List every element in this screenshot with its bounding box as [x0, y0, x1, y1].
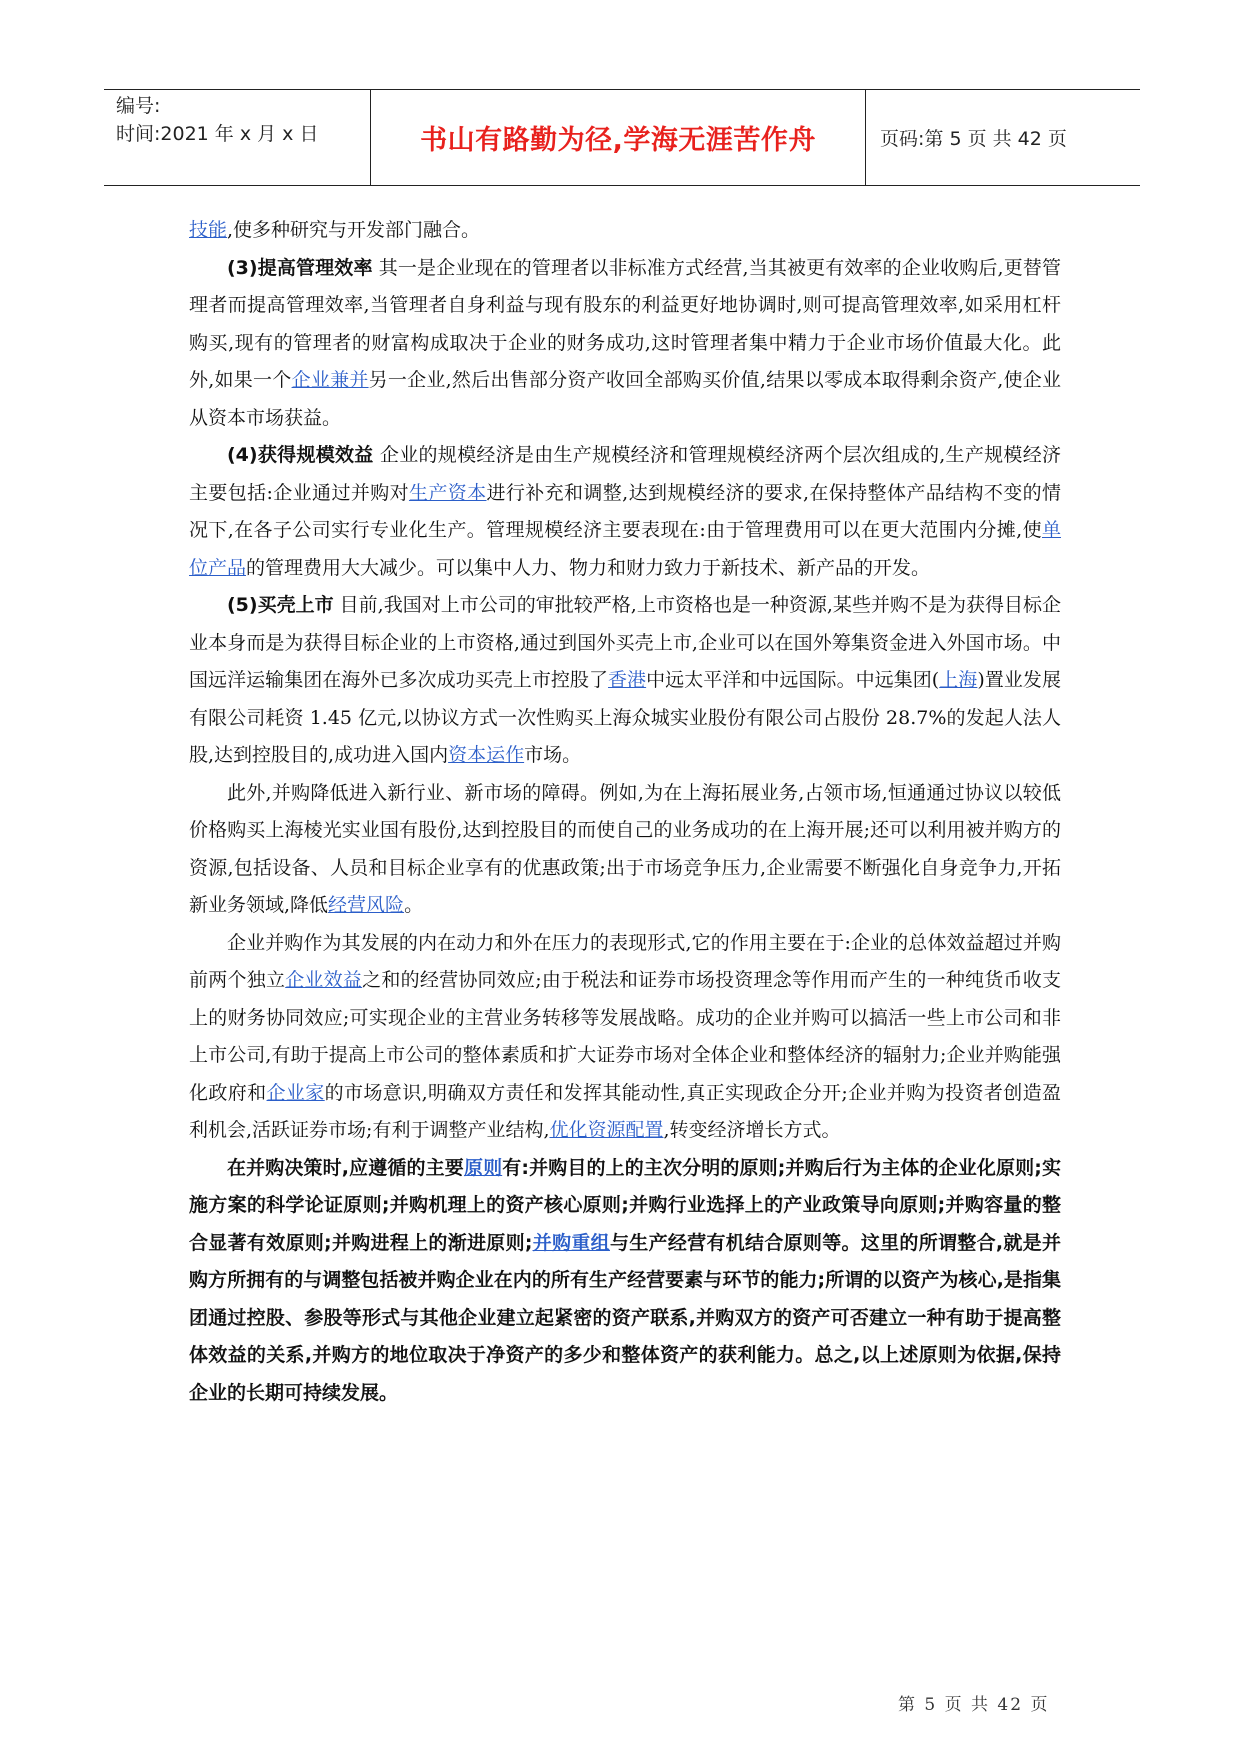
- text-run: 在并购决策时,应遵循的主要: [227, 1156, 464, 1179]
- text-run: 与生产经营有机结合原则等。这里的所谓整合,就是并购方所拥有的与调整包括被并购企业在内的所有生产经营要素与环节的能力;所谓的以资产为核心,是指集团通过控股、参股等形式与其他企业建立起紧密的资产联系,并购双方的资产可否建立一种有助于提高整体效益的关系,并购方的地位取决于净资产的多少和整体资产的获利能力。总之,以上述原则为依据,保持企业的长期可持续发展。: [189, 1231, 1061, 1404]
- header-number-label: 编号:: [116, 95, 161, 117]
- header-meta: [104, 90, 370, 185]
- text-run: 另一企业,然后出售部分资产收回全部购买价值,结果以零成本取得剩余资产,使企业从资本市场获益。: [189, 369, 1061, 429]
- text-run: 企业并购作为其发展的内在动力和外在压力的表现形式,它的作用主要在于:企业的总体效益超过并购前两个独立: [189, 931, 1061, 991]
- inline-link[interactable]: 生产资本: [408, 481, 487, 504]
- text-run: 进行补充和调整,达到规模经济的要求,在保持整体产品结构不变的情况下,在各子公司实行专业化生产。管理规模经济主要表现在:由于管理费用可以在更大范围内分摊,使: [189, 481, 1061, 541]
- header-time-label: 时间:2021 年 x 月 x 日: [116, 123, 319, 145]
- paragraph-1: [189, 212, 1061, 250]
- inline-link[interactable]: 技能: [189, 219, 228, 241]
- paragraph-management-efficiency: [189, 250, 1061, 438]
- text-run: 的管理费用大大减少。可以集中人力、物力和财力致力于新技术、新产品的开发。: [246, 556, 931, 579]
- inline-link[interactable]: 资本运作: [448, 744, 525, 766]
- text-run: ,转变经济增长方式。: [663, 1119, 841, 1141]
- document-body: [189, 212, 1061, 1412]
- inline-link[interactable]: 企业效益: [285, 969, 363, 991]
- text-run: 有:并购目的上的主次分明的原则;并购后行为主体的企业化原则;实施方案的科学论证原则;并购机理上的资产核心原则;并购行业选择上的产业政策导向原则;并购容量的整合显著有效原则;并购进程上的渐进原则;: [189, 1156, 1061, 1254]
- inline-link[interactable]: 上海: [939, 669, 978, 691]
- text-run: 市场。: [524, 744, 582, 766]
- text-run: 其一是企业现在的管理者以非标准方式经营,当其被更有效率的企业收购后,更替管理者而提高管理效率,当管理者自身利益与现有股东的利益更好地协调时,则可提高管理效率,如采用杠杆购买,现有的管理者的财富构成取决于企业的财务成功,这时管理者集中精力于企业市场价值最大化。此外,如果一个: [189, 256, 1061, 391]
- section-heading: (3)提高管理效率: [227, 256, 373, 279]
- inline-link[interactable]: 企业兼并: [291, 369, 369, 391]
- header-page-info: 页码:第 5 页 共 42 页: [880, 128, 1067, 150]
- header-motto: 书山有路勤为径,学海无涯苦作舟: [370, 90, 866, 185]
- text-run: 企业的规模经济是由生产规模经济和管理规模经济两个层次组成的,生产规模经济主要包括:企业通过并购对: [189, 444, 1061, 504]
- text-run: 中远太平洋和中远国际。中远集团(: [646, 669, 940, 691]
- section-heading: (4)获得规模效益: [227, 444, 374, 466]
- page-header: [104, 89, 1140, 186]
- text-run: 目前,我国对上市公司的审批较严格,上市资格也是一种资源,某些并购不是为获得目标企业本身而是为获得目标企业的上市资格,通过到国外买壳上市,企业可以在国外筹集资金进入外国市场。中国远洋运输集团在海外已多次成功买壳上市控股了: [189, 594, 1061, 691]
- inline-link[interactable]: 原则: [463, 1156, 503, 1179]
- text-run: 。: [404, 894, 424, 916]
- paragraph-backdoor-listing: [189, 587, 1061, 775]
- page-footer: 第 5 页 共 42 页: [898, 1695, 1050, 1715]
- inline-link[interactable]: 优化资源配置: [549, 1119, 664, 1141]
- text-run: 之和的经营协同效应;由于税法和证券市场投资理念等作用而产生的一种纯货币收支上的财务协同效应;可实现企业的主营业务转移等发展战略。成功的企业并购可以搞活一些上市公司和非上市公司,有助于提高上市公司的整体素质和扩大证券市场对全体企业和整体经济的辐射力;企业并购能强化政府和: [189, 969, 1061, 1104]
- inline-link[interactable]: 企业家: [266, 1081, 325, 1104]
- inline-link[interactable]: 并购重组: [532, 1231, 610, 1254]
- inline-link[interactable]: 经营风险: [328, 894, 405, 916]
- text-run: 的市场意识,明确双方责任和发挥其能动性,真正实现政企分开;企业并购为投资者创造盈利机会,活跃证券市场;有利于调整产业结构,: [189, 1081, 1061, 1141]
- paragraph-scale-benefit: [189, 437, 1061, 587]
- inline-link[interactable]: 香港: [608, 669, 647, 691]
- text-run: ,使多种研究与开发部门融合。: [227, 219, 481, 241]
- text-run: 此外,并购降低进入新行业、新市场的障碍。例如,为在上海拓展业务,占领市场,恒通通过协议以较低价格购买上海棱光实业国有股份,达到控股目的而使自己的业务成功的在上海开展;还可以利用被并购方的资源,包括设备、人员和目标企业享有的优惠政策;出于市场竞争压力,企业需要不断强化自身竞争力,开拓新业务领域,降低: [189, 781, 1061, 916]
- text-run: )置业发展有限公司耗资 1.45 亿元,以协议方式一次性购买上海众城实业股份有限公司占股份 28.7%的发起人法人股,达到控股目的,成功进入国内: [189, 669, 1061, 766]
- section-heading: (5)买壳上市: [227, 594, 334, 616]
- paragraph-merger-principles: [189, 1150, 1061, 1413]
- paragraph-merger-effects: [189, 925, 1061, 1150]
- paragraph-entry-barriers: [189, 775, 1061, 925]
- inline-link[interactable]: 单位产品: [189, 519, 1061, 579]
